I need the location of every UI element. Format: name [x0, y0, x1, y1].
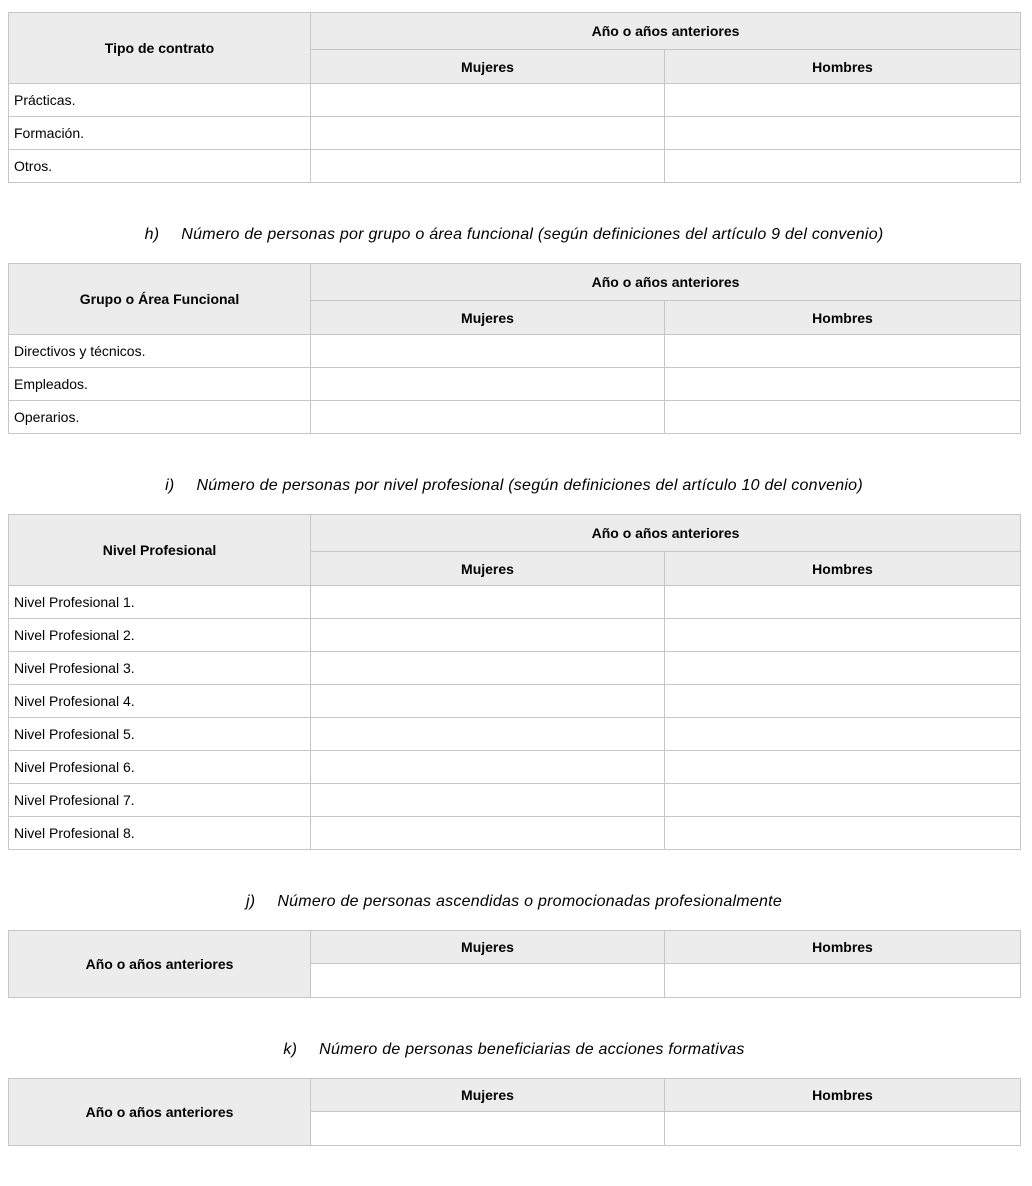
row-label: Nivel Profesional 1. [9, 586, 311, 619]
table-row [9, 619, 1021, 652]
table-header-row [9, 1079, 1021, 1112]
training-table [8, 1078, 1021, 1146]
column-header-hombres: Hombres [665, 1079, 1021, 1112]
column-header-mujeres: Mujeres [311, 931, 665, 964]
data-cell-mujeres[interactable] [311, 401, 665, 434]
table-row [9, 84, 1021, 117]
row-label: Otros. [9, 150, 311, 183]
table-row [9, 718, 1021, 751]
row-label: Nivel Profesional 4. [9, 685, 311, 718]
section-heading-k [8, 1039, 1020, 1060]
heading-text: Número de personas ascendidas o promocionadas profesionalmente [277, 893, 783, 910]
column-header-mujeres: Mujeres [311, 301, 665, 335]
table-row [9, 368, 1021, 401]
data-cell-mujeres[interactable] [311, 964, 665, 998]
data-cell-mujeres[interactable] [311, 335, 665, 368]
section-heading-j [8, 891, 1020, 912]
data-cell-mujeres[interactable] [311, 84, 665, 117]
heading-marker: k) [283, 1041, 298, 1058]
column-header-mujeres: Mujeres [311, 50, 665, 84]
heading-text: Número de personas por grupo o área funcional (según definiciones del artículo 9 del convenio) [181, 226, 884, 243]
data-cell-mujeres[interactable] [311, 784, 665, 817]
column-header-hombres: Hombres [665, 50, 1021, 84]
data-cell-mujeres[interactable] [311, 117, 665, 150]
data-cell-hombres[interactable] [665, 586, 1021, 619]
table-header-row [9, 264, 1021, 301]
group-header-periodo: Año o años anteriores [311, 515, 1021, 552]
contract-types-table [8, 12, 1021, 183]
row-label: Formación. [9, 117, 311, 150]
column-header-hombres: Hombres [665, 552, 1021, 586]
heading-text: Número de personas por nivel profesional (según definiciones del artículo 10 del convenio) [196, 477, 863, 494]
table-header-row [9, 13, 1021, 50]
column-header-mujeres: Mujeres [311, 552, 665, 586]
promotions-table [8, 930, 1021, 998]
column-header-hombres: Hombres [665, 301, 1021, 335]
data-cell-mujeres[interactable] [311, 718, 665, 751]
table-row [9, 117, 1021, 150]
row-label: Nivel Profesional 8. [9, 817, 311, 850]
column-header-hombres: Hombres [665, 931, 1021, 964]
table-header-row [9, 931, 1021, 964]
data-cell-hombres[interactable] [665, 401, 1021, 434]
row-label: Nivel Profesional 2. [9, 619, 311, 652]
data-cell-hombres[interactable] [665, 150, 1021, 183]
data-cell-hombres[interactable] [665, 784, 1021, 817]
data-cell-hombres[interactable] [665, 84, 1021, 117]
table-row [9, 652, 1021, 685]
row-header-tipo-de-contrato: Tipo de contrato [9, 13, 311, 84]
data-cell-hombres[interactable] [665, 685, 1021, 718]
data-cell-hombres[interactable] [665, 817, 1021, 850]
data-cell-hombres[interactable] [665, 1112, 1021, 1146]
row-label: Nivel Profesional 6. [9, 751, 311, 784]
data-cell-mujeres[interactable] [311, 685, 665, 718]
functional-groups-table [8, 263, 1021, 434]
row-label: Nivel Profesional 7. [9, 784, 311, 817]
data-cell-mujeres[interactable] [311, 817, 665, 850]
group-header-periodo: Año o años anteriores [311, 264, 1021, 301]
data-cell-hombres[interactable] [665, 335, 1021, 368]
row-label: Operarios. [9, 401, 311, 434]
row-header-grupo-area-funcional: Grupo o Área Funcional [9, 264, 311, 335]
heading-marker: j) [245, 893, 256, 910]
table-row [9, 401, 1021, 434]
heading-marker: h) [144, 226, 160, 243]
row-label: Directivos y técnicos. [9, 335, 311, 368]
data-cell-hombres[interactable] [665, 652, 1021, 685]
table-row [9, 150, 1021, 183]
table-row [9, 335, 1021, 368]
data-cell-hombres[interactable] [665, 751, 1021, 784]
data-cell-hombres[interactable] [665, 117, 1021, 150]
row-label: Nivel Profesional 5. [9, 718, 311, 751]
row-header-periodo: Año o años anteriores [9, 1079, 311, 1146]
data-cell-mujeres[interactable] [311, 1112, 665, 1146]
section-heading-h [8, 224, 1020, 245]
data-cell-mujeres[interactable] [311, 652, 665, 685]
professional-levels-table [8, 514, 1021, 850]
row-label: Prácticas. [9, 84, 311, 117]
group-header-periodo: Año o años anteriores [311, 13, 1021, 50]
table-row [9, 685, 1021, 718]
column-header-mujeres: Mujeres [311, 1079, 665, 1112]
data-cell-hombres[interactable] [665, 718, 1021, 751]
data-cell-mujeres[interactable] [311, 368, 665, 401]
data-cell-mujeres[interactable] [311, 150, 665, 183]
data-cell-mujeres[interactable] [311, 586, 665, 619]
heading-marker: i) [165, 477, 175, 494]
data-cell-hombres[interactable] [665, 964, 1021, 998]
row-label: Nivel Profesional 3. [9, 652, 311, 685]
table-row [9, 784, 1021, 817]
row-label: Empleados. [9, 368, 311, 401]
data-cell-mujeres[interactable] [311, 619, 665, 652]
row-header-periodo: Año o años anteriores [9, 931, 311, 998]
row-header-nivel-profesional: Nivel Profesional [9, 515, 311, 586]
table-row [9, 586, 1021, 619]
data-cell-mujeres[interactable] [311, 751, 665, 784]
data-cell-hombres[interactable] [665, 619, 1021, 652]
table-header-row [9, 515, 1021, 552]
table-row [9, 751, 1021, 784]
heading-text: Número de personas beneficiarias de acciones formativas [319, 1041, 745, 1058]
section-heading-i [8, 475, 1020, 496]
data-cell-hombres[interactable] [665, 368, 1021, 401]
table-row [9, 817, 1021, 850]
